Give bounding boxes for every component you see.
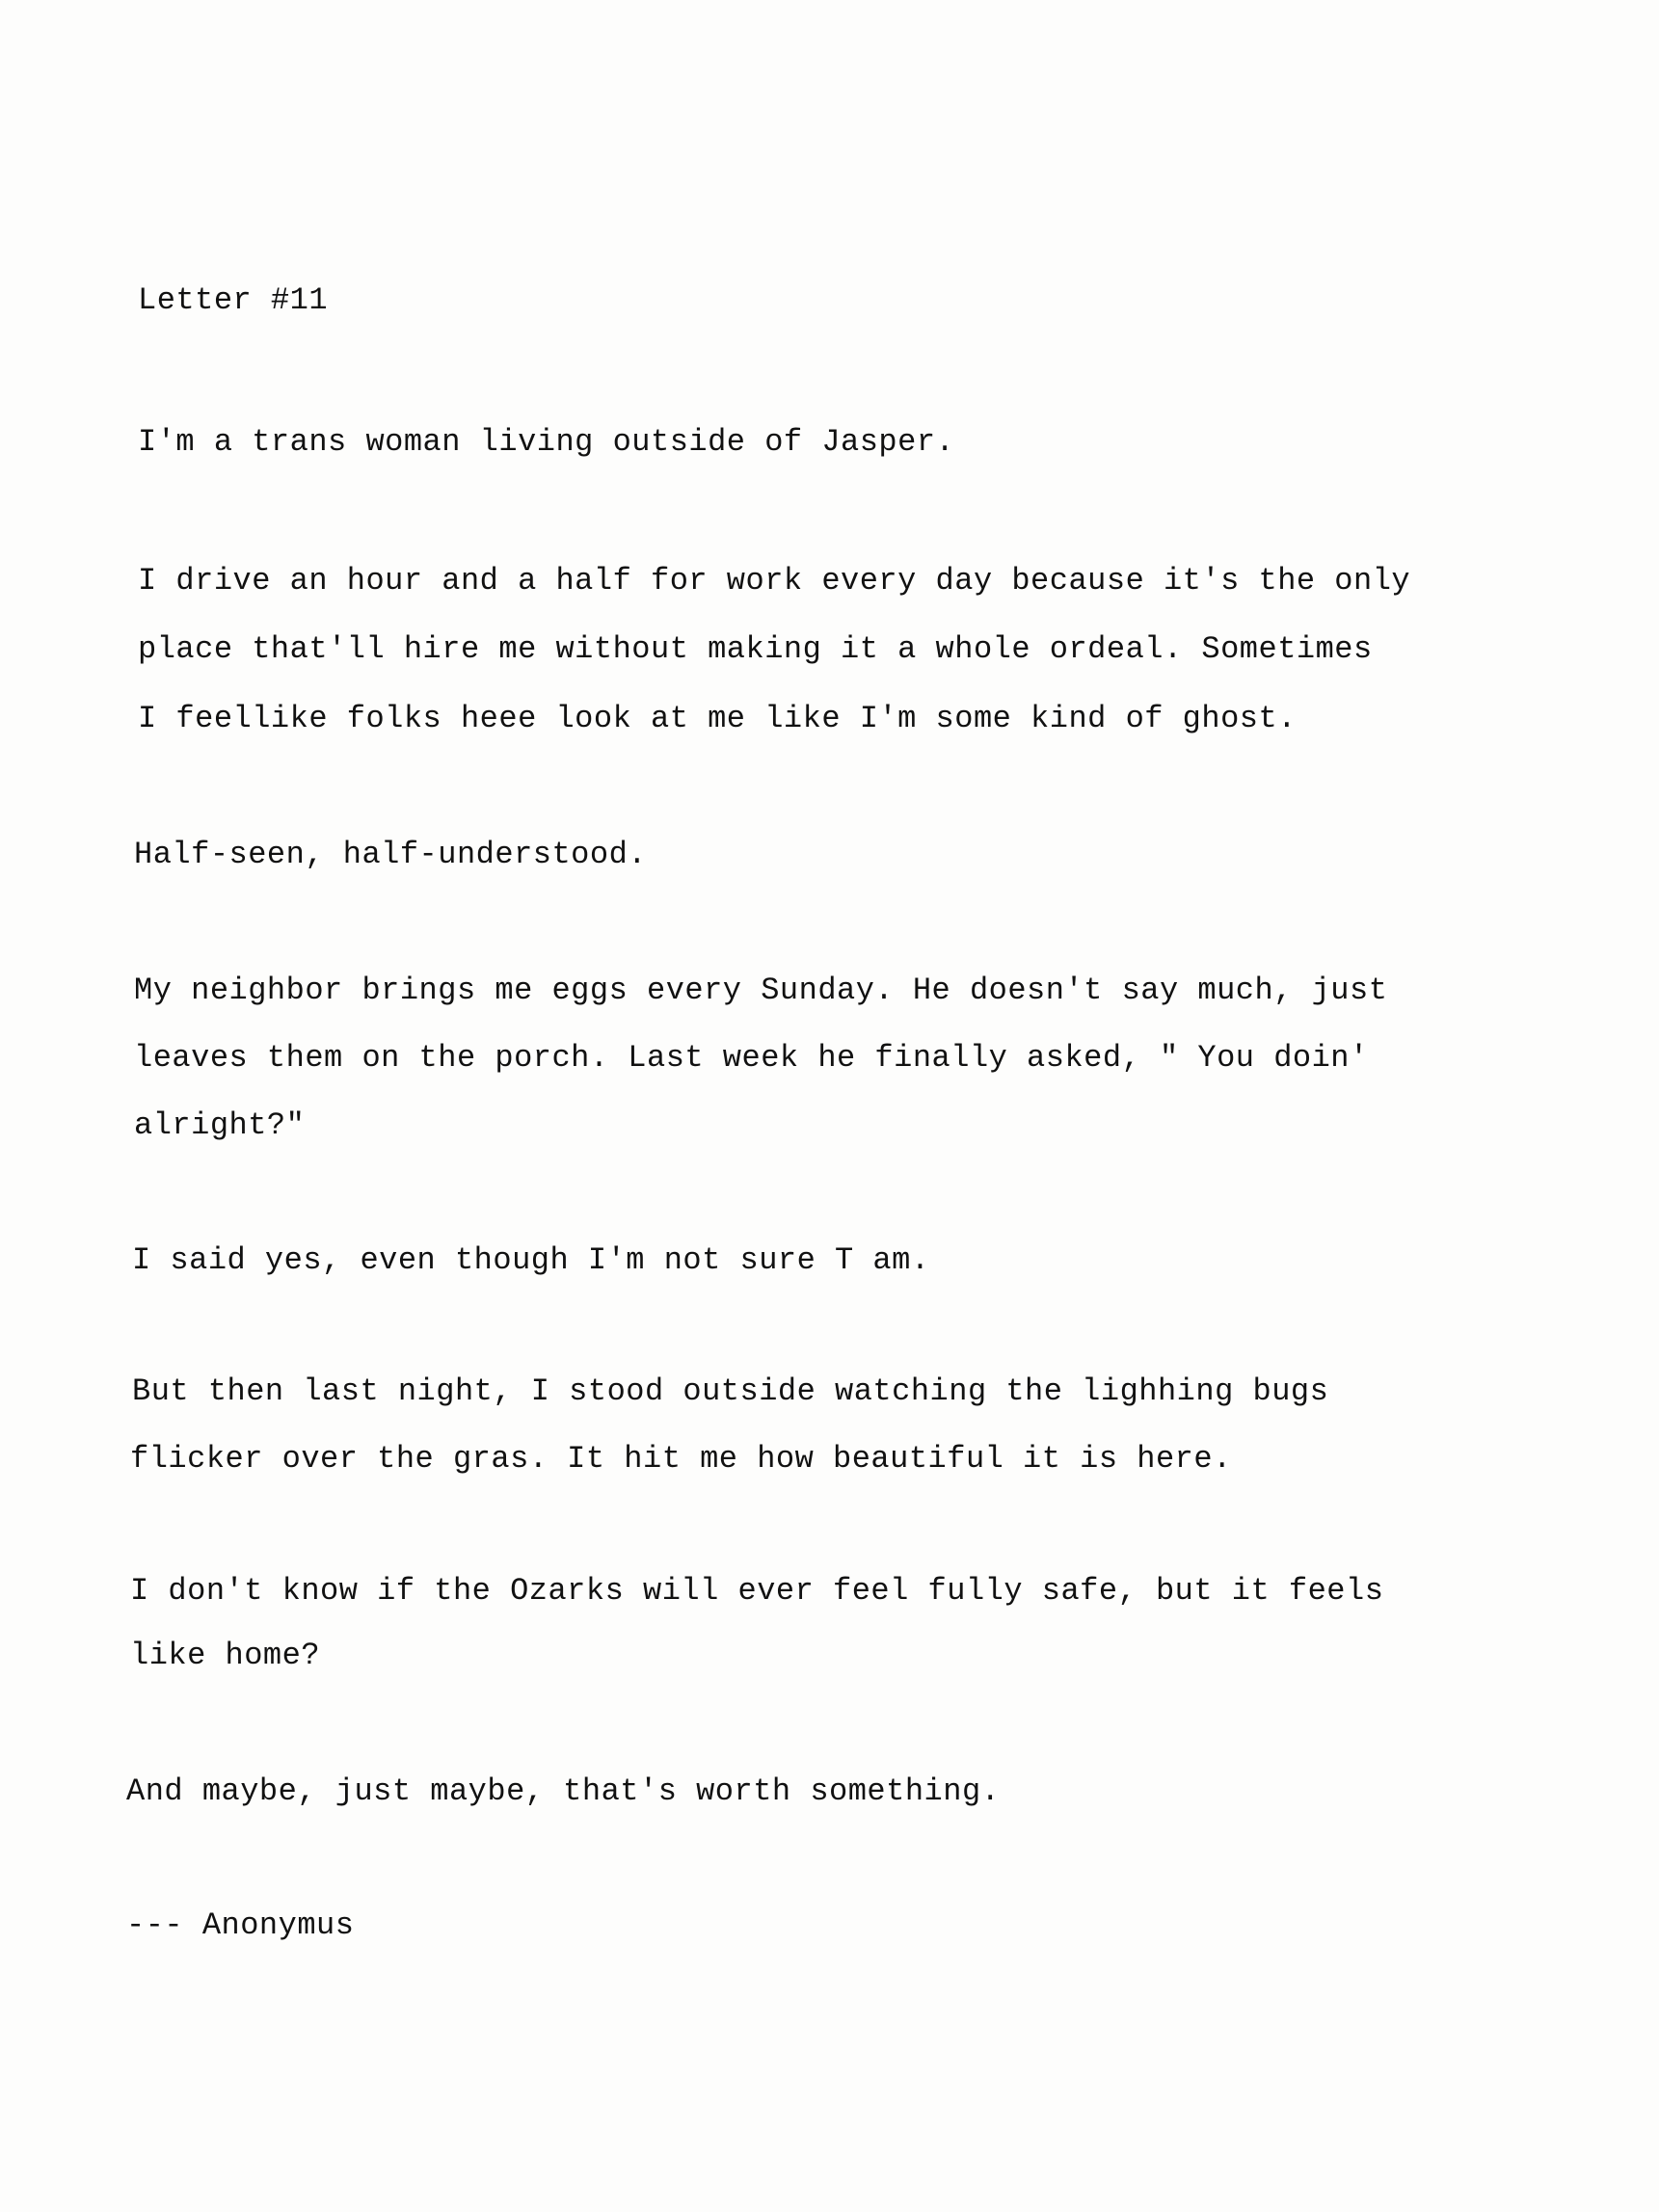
paragraph-2-line-2: place that'll hire me without making it a whole ordeal. Sometimes [138,631,1373,667]
signature: --- Anonymus [126,1907,355,1943]
paragraph-6-line-1: But then last night, I stood outside watching the lighhing bugs [132,1373,1329,1409]
paragraph-7-line-2: like home? [130,1638,321,1673]
letter-title: Letter #11 [138,282,329,318]
paragraph-8-line-1: And maybe, just maybe, that's worth something. [126,1773,1001,1809]
paragraph-2-line-1: I drive an hour and a half for work every day because it's the only [138,563,1411,599]
paragraph-1-line-1: I'm a trans woman living outside of Jasper. [138,424,955,460]
paragraph-5-line-1: I said yes, even though I'm not sure T am. [132,1242,930,1278]
paragraph-4-line-1: My neighbor brings me eggs every Sunday. He doesn't say much, just [134,973,1388,1008]
paragraph-4-line-2: leaves them on the porch. Last week he finally asked, " You doin' [134,1040,1369,1076]
paragraph-2-line-3: I feellike folks heee look at me like I'm some kind of ghost. [138,701,1297,736]
paragraph-3-line-1: Half-seen, half-understood. [134,837,647,872]
paragraph-6-line-2: flicker over the gras. It hit me how beautiful it is here. [130,1441,1232,1477]
paragraph-4-line-3: alright?" [134,1107,306,1143]
paragraph-7-line-1: I don't know if the Ozarks will ever feel fully safe, but it feels [130,1573,1384,1609]
